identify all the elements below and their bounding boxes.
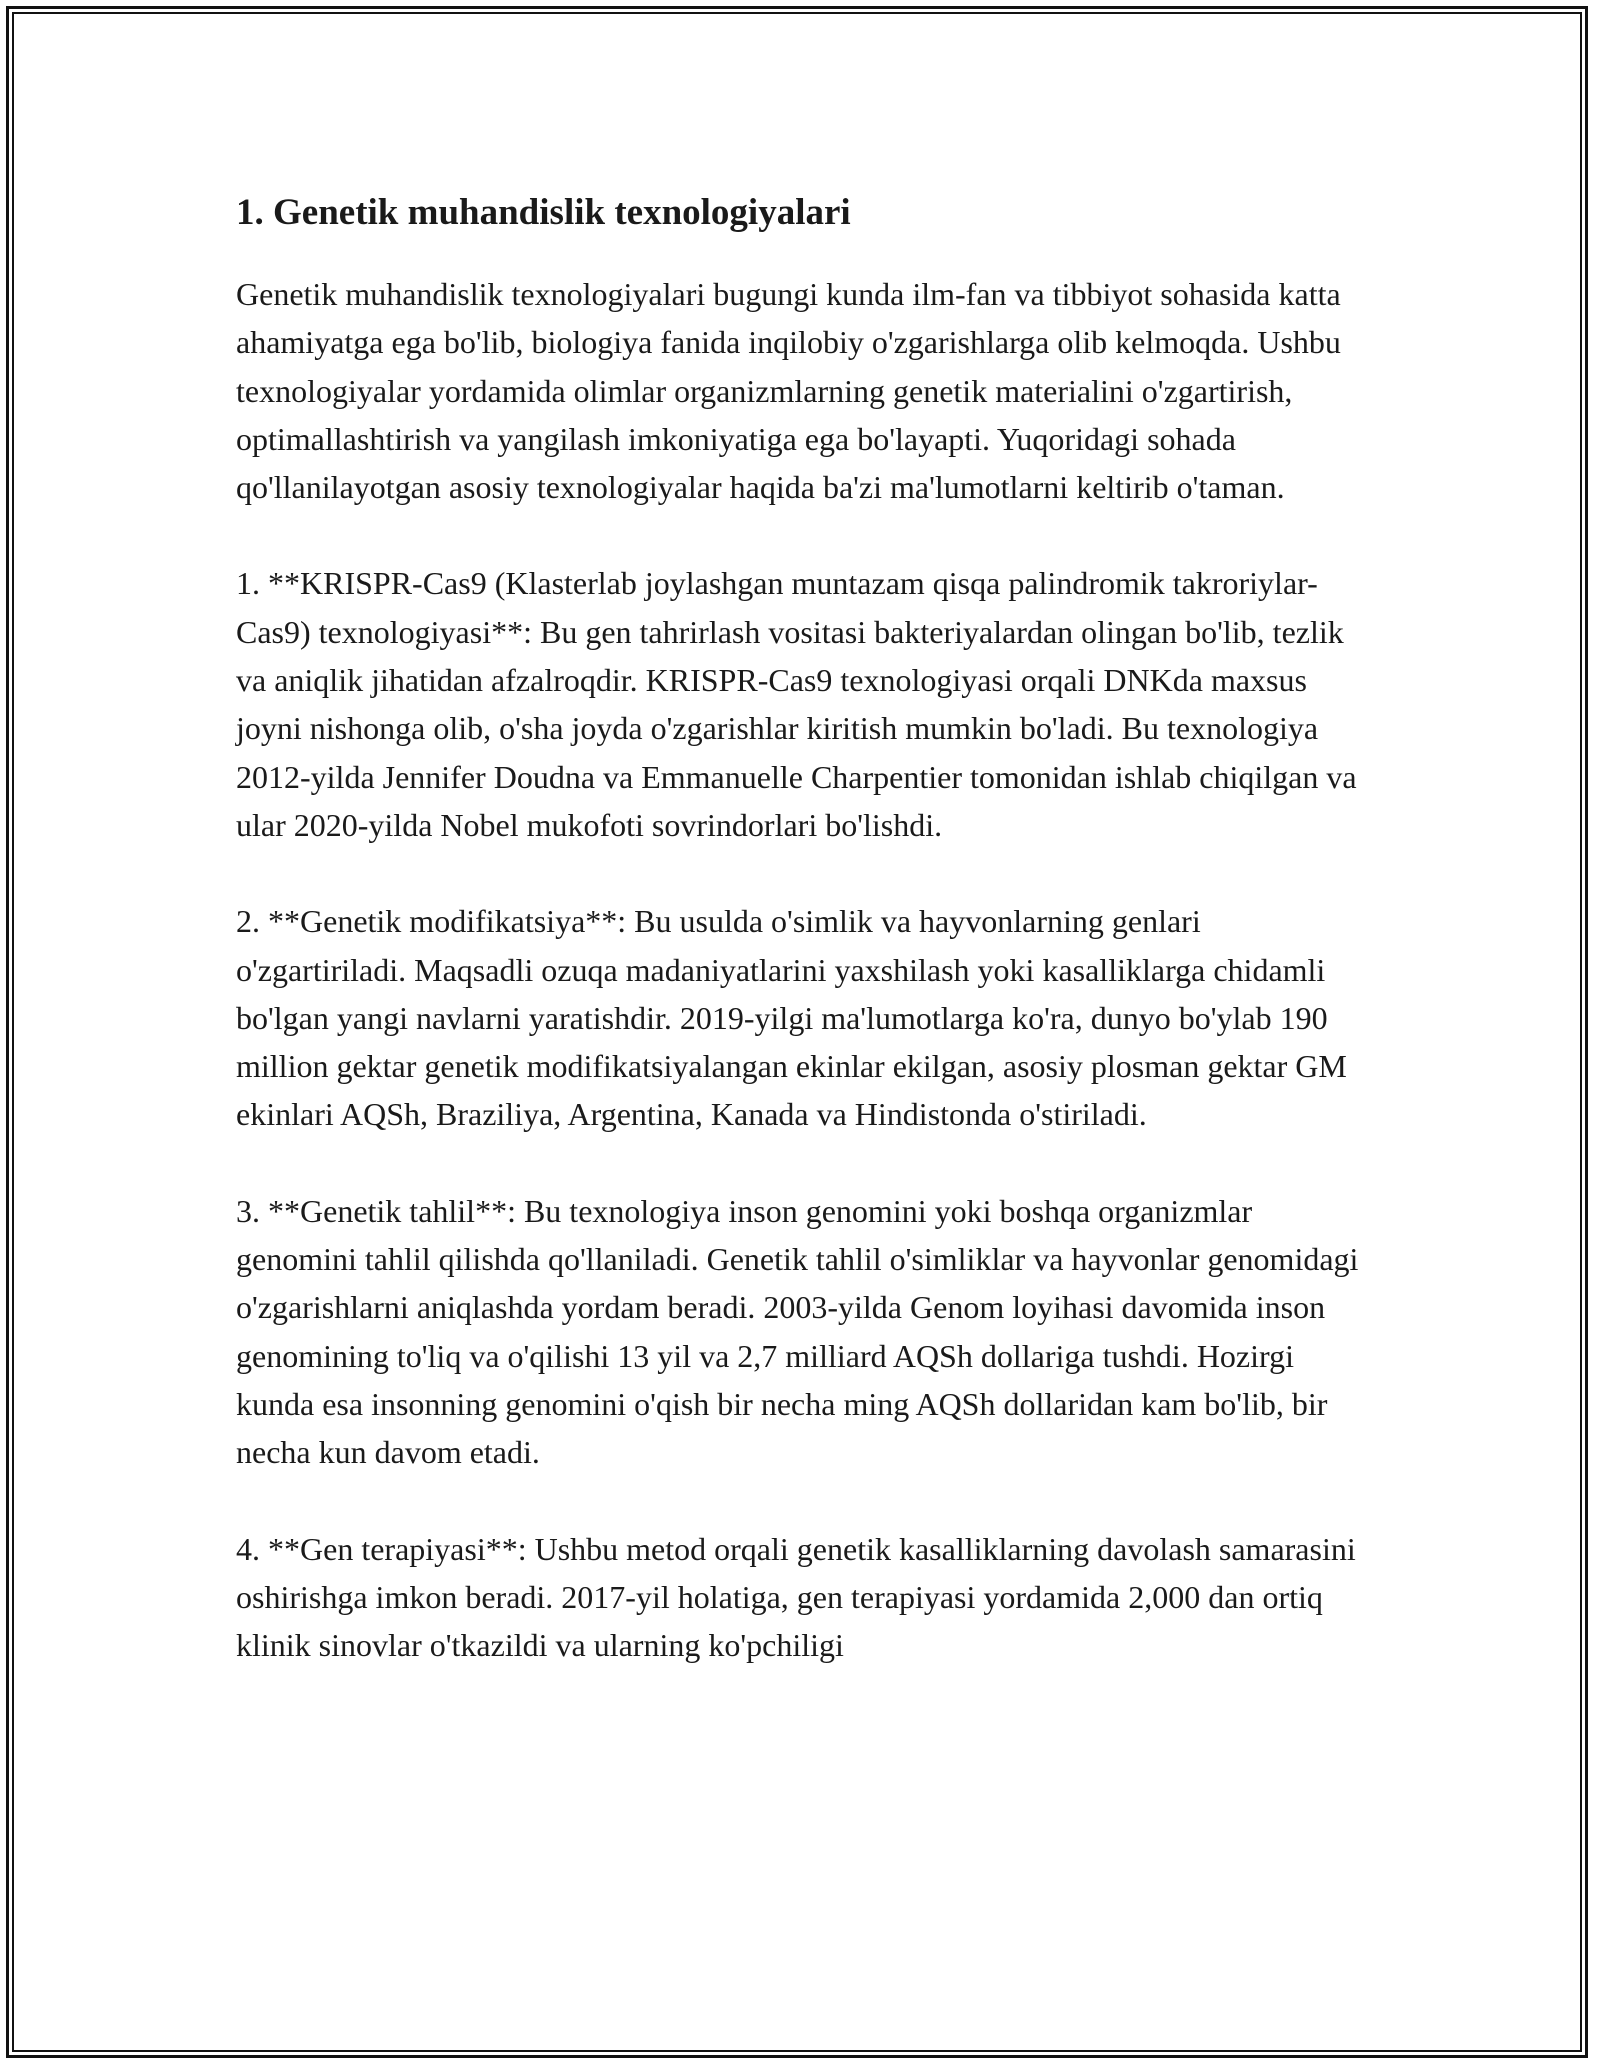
crispr-paragraph: 1. **KRISPR-Cas9 (Klasterlab joylashgan muntazam qisqa palindromik takroriylar-Cas9) texnologiyasi**: Bu gen tahrirlash vositasi bakteriyalardan olingan bo'lib, tezlik va aniqlik jihatidan afzalroqdir. KRISPR-Cas9 texnologiyasi orqali DNKda maxsus joyni nishonga olib, o'sha joyda o'zgarishlar kiritish mumkin bo'ladi. Bu texnologiya 2012-yilda Jennifer Doudna va Emmanuelle Charpentier tomonidan ishlab chiqilgan va ular 2020-yilda Nobel mukofoti sovrindorlari bo'lishdi. bbox=[236, 565, 1357, 843]
document-body bbox=[236, 186, 1366, 1717]
section-heading: 1. Genetik muhandislik texnologiyalari bbox=[236, 192, 851, 233]
genetic-analysis-paragraph: 3. **Genetik tahlil**: Bu texnologiya inson genomini yoki boshqa organizmlar genomini tahlil qilishda qo'llaniladi. Genetik tahlil o'simliklar va hayvonlar genomidagi o'zgarishlarni aniqlashda yordam beradi. 2003-yilda Genom loyihasi davomida inson genomining to'liq va o'qilishi 13 yil va 2,7 milliard AQSh dollariga tushdi. Hozirgi kunda esa insonning genomini o'qish bir necha ming AQSh dollaridan kam bo'lib, bir necha kun davom etadi. bbox=[236, 1192, 1359, 1471]
gene-therapy-paragraph: 4. **Gen terapiyasi**: Ushbu metod orqali genetik kasalliklarning davolash samarasini oshirishga imkon beradi. 2017-yil holatiga, gen terapiyasi yordamida 2,000 dan ortiq klinik sinovlar o'tkazildi va ularning ko'pchiligi bbox=[236, 1530, 1356, 1664]
genetic-modification-paragraph: 2. **Genetik modifikatsiya**: Bu usulda o'simlik va hayvonlarning genlari o'zgartiriladi. Maqsadli ozuqa madaniyatlarini yaxshilash yoki kasalliklarga chidamli bo'lgan yangi navlarni yaratishdir. 2019-yilgi ma'lumotlarga ko'ra, dunyo bo'ylab 190 million gektar genetik modifikatsiyalangan ekinlar ekilgan, asosiy plosman gektar GM ekinlari AQSh, Braziliya, Argentina, Kanada va Hindistonda o'stiriladi. bbox=[236, 903, 1347, 1133]
intro-paragraph: Genetik muhandislik texnologiyalari bugungi kunda ilm-fan va tibbiyot sohasida katta ahamiyatga ega bo'lib, biologiya fanida inqilobiy o'zgarishlarga olib kelmoqda. Ushbu texnologiyalar yordamida olimlar organizmlarning genetik materialini o'zgartirish, optimallashtirish va yangilash imkoniyatiga ega bo'layapti. Yuqoridagi sohada qo'llanilayotgan asosiy texnologiyalar haqida ba'zi ma'lumotlarni keltirib o'taman. bbox=[236, 276, 1341, 506]
